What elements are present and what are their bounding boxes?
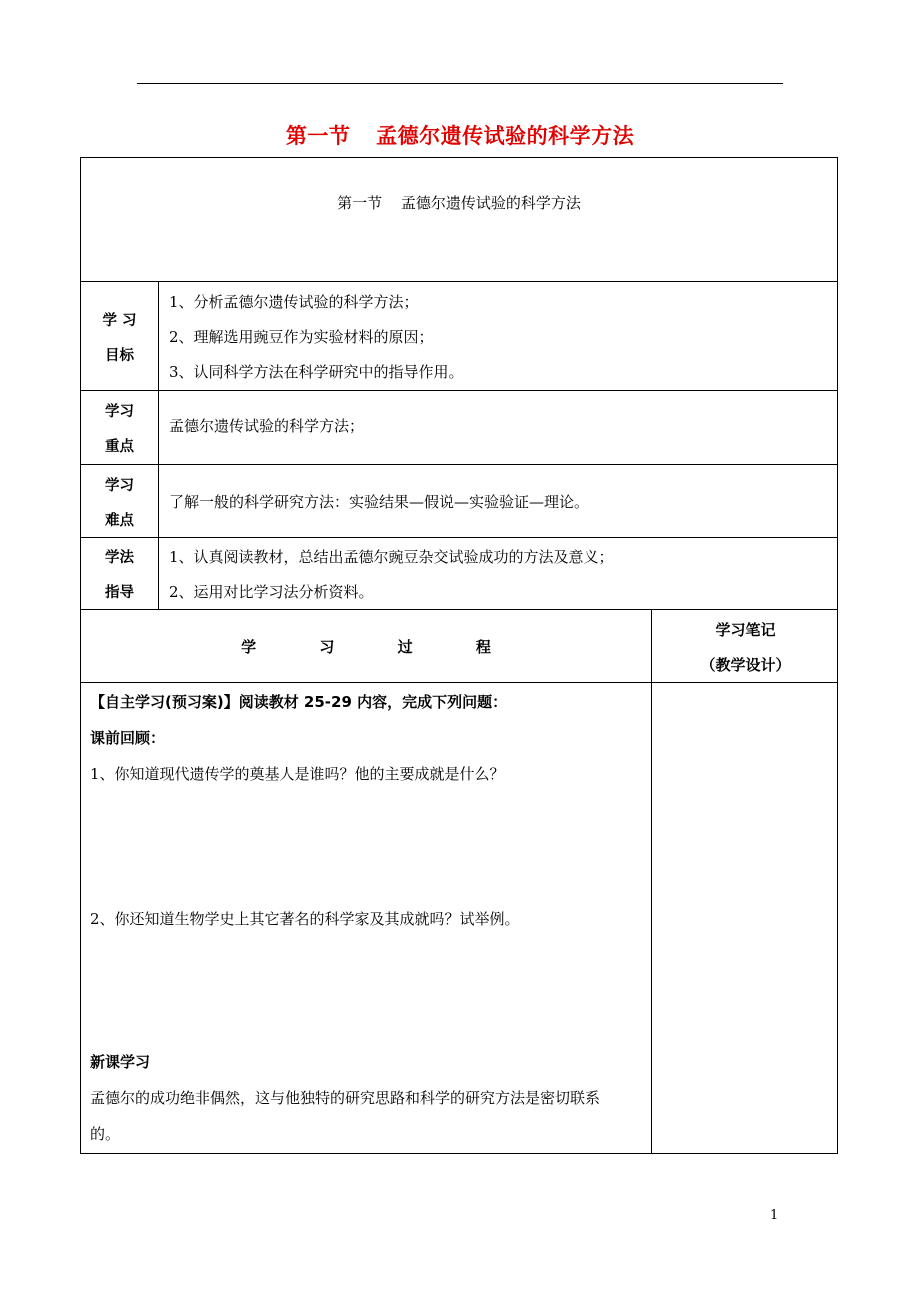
goal-item: 3、认同科学方法在科学研究中的指导作用。 [169,363,464,381]
notes-title: 学习笔记 [715,621,776,639]
notes-column-divider [651,683,652,1153]
difficulty-content [169,465,829,537]
goals-content [169,282,829,390]
method-item: 1、认真阅读教材，总结出孟德尔豌豆杂交试验成功的方法及意义； [169,548,614,566]
page-title: 第一节 孟德尔遗传试验的科学方法 [285,124,635,148]
focus-row [80,390,838,465]
method-label: 学法 指导 [81,538,159,609]
review-heading: 课前回顾： [90,729,166,747]
focus-content [169,391,829,464]
page-number: 1 [770,1208,779,1223]
question-2: 2、你还知道生物学史上其它著名的科学家及其成就吗？试举例。 [90,910,520,928]
goals-row [80,281,838,391]
process-title: 学 习 过 程 [241,638,491,656]
goals-label: 学 习 目标 [81,282,159,390]
method-row [80,537,838,610]
process-body-row [80,682,838,1154]
goal-item: 2、理解选用豌豆作为实验材料的原因； [169,328,434,346]
difficulty-row [80,464,838,538]
new-lesson-heading: 新课学习 [90,1053,151,1071]
notes-subtitle: （教学设计） [700,656,791,674]
focus-label: 学习 重点 [81,391,159,464]
question-1: 1、你知道现代遗传学的奠基人是谁吗？他的主要成就是什么？ [90,765,505,783]
paragraph-line: 孟德尔的成功绝非偶然，这与他独特的研究思路和科学的研究方法是密切联系 [90,1089,601,1107]
method-item: 2、运用对比学习法分析资料。 [169,583,374,601]
table-header-title: 第一节 孟德尔遗传试验的科学方法 [337,194,581,212]
self-study-instruction: 【自主学习(预习案)】阅读教材 25-29 内容，完成下列问题： [90,693,508,711]
focus-text: 孟德尔遗传试验的科学方法； [169,417,365,435]
goal-item: 1、分析孟德尔遗传试验的科学方法； [169,293,419,311]
lesson-plan-table [80,157,840,1154]
paragraph-line: 的。 [90,1125,121,1143]
process-header-row [80,609,838,683]
table-header-row [80,157,838,282]
difficulty-text: 了解一般的科学研究方法：实验结果—假说—实验验证—理论。 [169,493,590,511]
method-content [169,538,829,609]
difficulty-label: 学习 难点 [81,465,159,537]
header-rule [137,83,783,84]
